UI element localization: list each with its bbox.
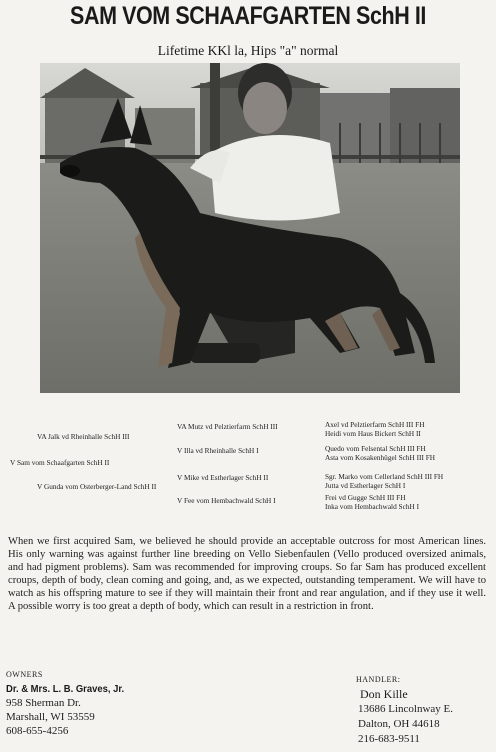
pedigree-dam-dam: V Fee vom Hembachwald SchH I <box>177 496 276 505</box>
pedigree-g3-6: Jutta vd Estherlager SchH I <box>325 481 406 490</box>
dog-photo <box>40 63 460 393</box>
pedigree-subject: V Sam vom Schaafgarten SchH II <box>10 458 110 467</box>
pedigree-g3-8: Inka vom Hembachwald SchH I <box>325 502 420 511</box>
owners-street: 958 Sherman Dr. <box>6 697 81 709</box>
pedigree-g3-4: Asta vom Kosakenhügel SchH III FH <box>325 453 436 462</box>
description-paragraph: When we first acquired Sam, we believed he should provide an acceptable outcross for most American lines. His only warning was against further line breeding on Vello Siebenfaulen (Vello produced oversized animals, and had pigment problems). Sam was recommended for improving croups. So far Sam has produced excellent croups, depth of body, clean coming and going, and, as we expected, outstanding temperament. We will have to watch as his offspring mature to see if they will maintain their front and rear angulation, and if they use it well. A possible worry is too great a depth of body, which can result in a restriction in front. <box>8 536 486 612</box>
handler-phone: 216-683-9511 <box>358 733 420 745</box>
page-subtitle: Lifetime KKl la, Hips "a" normal <box>157 43 339 58</box>
owners-phone: 608-655-4256 <box>6 725 69 737</box>
pedigree-g3-3: Quedo vom Felsental SchH III FH <box>325 444 426 453</box>
pedigree-g3-2: Heidi vom Haus Bickert SchH II <box>325 429 421 438</box>
pedigree-sire-dam: V Illa vd Rheinhalle SchH I <box>177 446 259 455</box>
owners-label: OWNERS <box>6 670 43 679</box>
handler-street: 13686 Lincolnway E. <box>358 703 454 715</box>
pedigree-g3-1: Axel vd Pelztierfarm SchH III FH <box>325 420 425 429</box>
pedigree-dam: V Gunda vom Osterberger-Land SchH II <box>37 482 157 491</box>
pedigree-sire: VA Jalk vd Rheinhalle SchH III <box>37 432 130 441</box>
handler-city: Dalton, OH 44618 <box>358 718 440 730</box>
handler-name: Don Kille <box>360 687 408 701</box>
dog-photo-illustration <box>40 63 460 393</box>
owners-name: Dr. & Mrs. L. B. Graves, Jr. <box>6 683 125 695</box>
pedigree-g3-7: Frei vd Gugge SchH III FH <box>325 493 406 502</box>
page-title: SAM VOM SCHAAFGARTEN SchH II <box>70 2 426 30</box>
pedigree-g3-5: Sgr. Marko vom Cellerland SchH III FH <box>325 472 444 481</box>
handler-label: HANDLER: <box>356 675 401 684</box>
pedigree-dam-sire: V Mike vd Estherlager SchH II <box>177 473 269 482</box>
pedigree-sire-sire: VA Mutz vd Pelztierfarm SchH III <box>177 422 278 431</box>
owners-city: Marshall, WI 53559 <box>6 711 95 723</box>
